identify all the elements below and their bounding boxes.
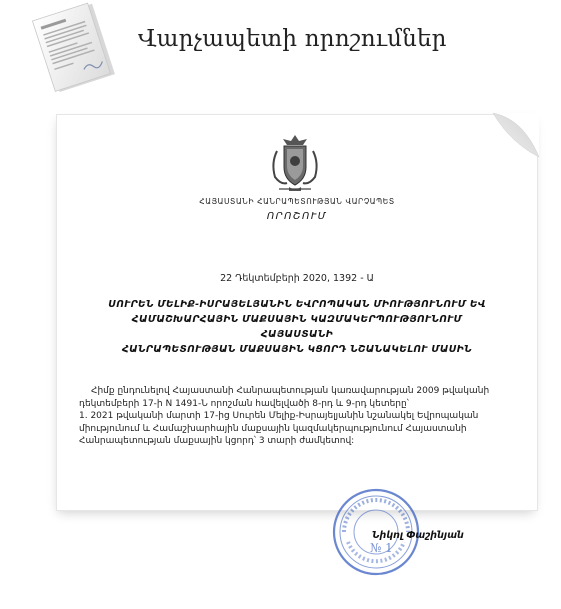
armenia-coat-of-arms-icon: [267, 133, 323, 195]
decree-title: [97, 297, 497, 357]
stamp-number: № 1: [370, 541, 393, 555]
decree-title-line: ՀԱՄԱՇԽԱՐՀԱՅԻՆ ՄԱՔՍԱՅԻՆ ԿԱԶՄԱԿԵՐՊՈՒԹՅՈՒՆՈՒՄ ՀԱՅԱՍՏԱՆԻ: [131, 314, 463, 340]
signature-name: Նիկոլ Փաշինյան: [372, 530, 464, 541]
decree-body-line: Հիմք ընդունելով Հայաստանի Հանրապետության կառավարության 2009 թվականի: [91, 386, 490, 396]
government-name: ՀԱՅԱՍՏԱՆԻ ՀԱՆՐԱՊԵՏՈՒԹՅԱՆ ՎԱՐՉԱՊԵՏ: [199, 197, 395, 206]
paper-fade: [57, 472, 537, 510]
decree-title-line: ՍՈՒՐԵՆ ՄԵԼԻՔ-ԻՍՐԱՅԵԼՅԱՆԻՆ ԵՎՐՈՊԱԿԱՆ ՄԻՈՒԹՅՈՒՆՈՒՄ ԵՎ: [108, 299, 486, 310]
decree-title-line: ՀԱՆՐԱՊԵՏՈՒԹՅԱՆ ՄԱՔՍԱՅԻՆ ԿՑՈՐԴ ՆՇԱՆԱԿԵԼՈՒ ՄԱՍԻՆ: [121, 344, 472, 355]
decree-heading: ՈՐՈՇՈՒՄ: [266, 211, 328, 222]
decree-body-line: դեկտեմբերի 17-ի N 1491-Ն որոշման հավելվածի 8-րդ և 9-րդ կետերը՝: [79, 398, 409, 409]
page-curl-icon: [493, 113, 539, 157]
page-header: [0, 0, 561, 110]
document-icon: [18, 2, 128, 102]
decree-body: [79, 385, 509, 448]
decree-body-line: Հանրապետության մաքսային կցորդ՝ 3 տարի ժամկետով:: [79, 436, 355, 446]
decree-date-number: 22 Դեկտեմբերի 2020, 1392 - Ա: [220, 273, 374, 284]
decree-document: [56, 114, 538, 511]
page-title: Վարչապետի որոշումներ: [138, 26, 447, 52]
decree-body-line: 1. 2021 թվականի մարտի 17-ից Սուրեն Մելիք-Իսրայելյանին նշանակել Եվրոպական: [79, 411, 479, 421]
decree-body-line: միությունում և Համաշխարհային մաքսային կազմակերպությունում Հայաստանի: [79, 423, 467, 434]
